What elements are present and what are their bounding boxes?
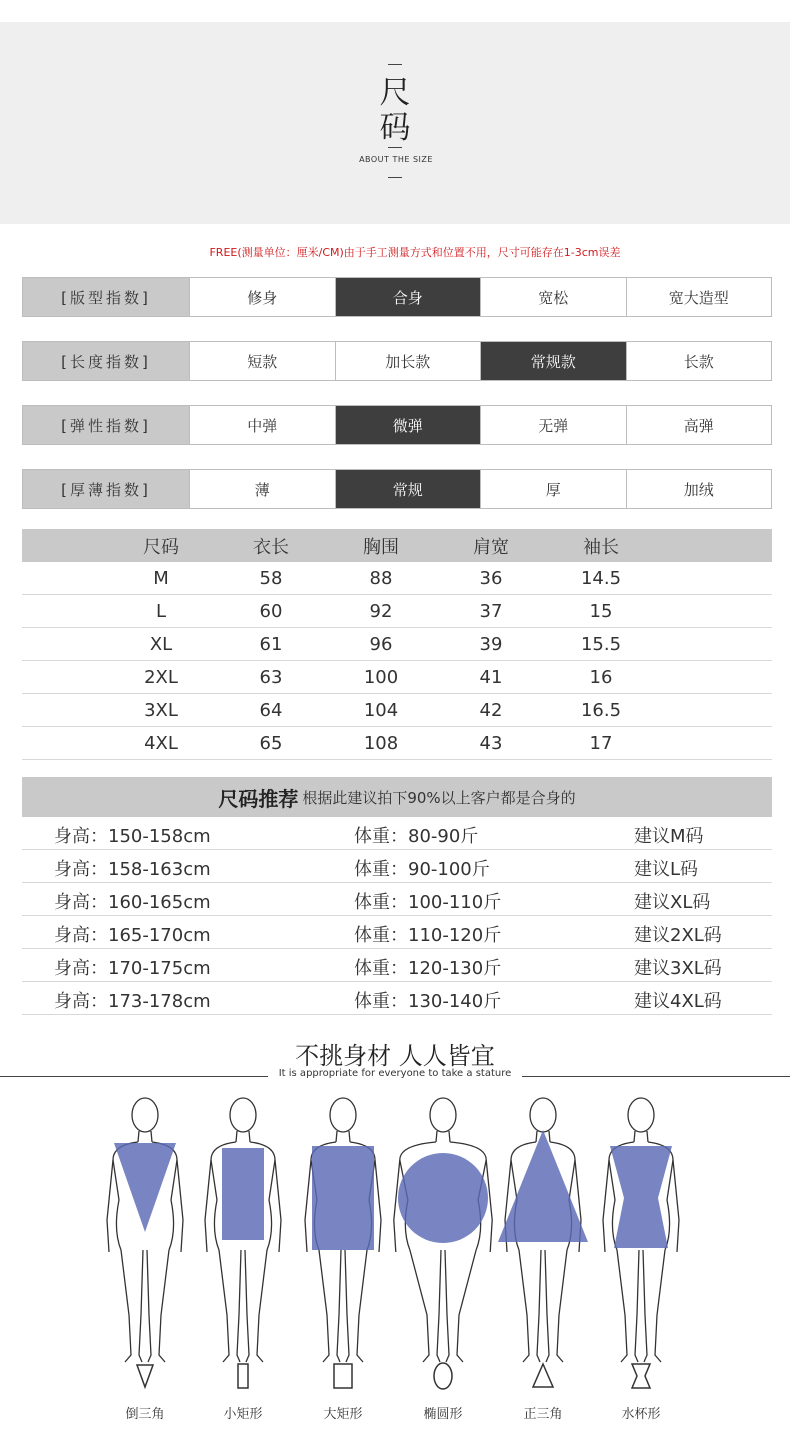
index-row <box>22 277 772 317</box>
table-row <box>22 595 772 628</box>
table-row <box>22 562 772 595</box>
table-header-cell: 尺码 <box>143 536 179 558</box>
table-cell: 15 <box>589 600 613 622</box>
recommend-row <box>22 949 772 982</box>
body-section-title: 不挑身材 人人皆宜 <box>295 1042 495 1070</box>
table-cell: 15.5 <box>580 633 622 655</box>
table-cell: 14.5 <box>580 567 622 589</box>
recommend-header <box>22 777 772 817</box>
height-text: 身高：150-158cm <box>54 826 211 847</box>
body-figure <box>205 1098 281 1388</box>
body-figure <box>305 1098 381 1388</box>
index-option: 微弹 <box>335 406 481 444</box>
table-cell: M <box>153 567 169 589</box>
size-table <box>22 529 772 760</box>
divider <box>388 64 402 65</box>
suggested-size: 建议L码 <box>634 859 699 880</box>
title-char-1: 尺 <box>379 75 411 111</box>
index-option: 厚 <box>480 470 626 508</box>
recommend-row <box>22 916 772 949</box>
table-cell: 3XL <box>144 699 178 721</box>
divider <box>388 177 402 178</box>
index-label: [弹性指数] <box>23 406 189 444</box>
suggested-size: 建议3XL码 <box>634 958 722 979</box>
body-figure <box>603 1098 679 1388</box>
body-figure <box>498 1098 588 1387</box>
table-cell: 88 <box>369 567 393 589</box>
shape-label: 正三角 <box>523 1407 563 1422</box>
large-rectangle-icon <box>334 1364 352 1388</box>
height-text: 身高：165-170cm <box>54 925 211 946</box>
shape-label: 水杯形 <box>621 1407 661 1422</box>
small-rectangle-icon <box>238 1364 248 1388</box>
index-row <box>22 469 772 509</box>
table-cell: 39 <box>479 633 503 655</box>
body-figure <box>107 1098 183 1387</box>
table-cell: 64 <box>259 699 283 721</box>
table-cell: 58 <box>259 567 283 589</box>
index-option: 加长款 <box>335 342 481 380</box>
table-cell: 17 <box>589 732 613 754</box>
table-cell: 16.5 <box>580 699 622 721</box>
table-row <box>22 628 772 661</box>
table-cell: 63 <box>259 666 283 688</box>
shape-label: 椭圆形 <box>423 1407 463 1422</box>
large-rectangle-overlay <box>312 1146 374 1250</box>
table-header-cell: 胸围 <box>363 536 399 558</box>
suggested-size: 建议4XL码 <box>634 991 722 1012</box>
weight-text: 体重：100-110斤 <box>354 892 502 913</box>
table-header-cell: 肩宽 <box>473 536 509 558</box>
divider <box>388 147 402 148</box>
height-text: 身高：170-175cm <box>54 958 211 979</box>
table-cell: 2XL <box>144 666 178 688</box>
recommend-title: 尺码推荐 <box>218 786 299 811</box>
index-option: 加绒 <box>626 470 772 508</box>
table-cell: 4XL <box>144 732 178 754</box>
height-text: 身高：173-178cm <box>54 991 211 1012</box>
table-cell: 65 <box>259 732 283 754</box>
height-text: 身高：160-165cm <box>54 892 211 913</box>
table-cell: L <box>155 600 167 622</box>
suggested-size: 建议XL码 <box>634 892 711 913</box>
table-cell: 42 <box>479 699 503 721</box>
index-row <box>22 405 772 445</box>
table-cell: 108 <box>363 732 399 754</box>
index-label: [版型指数] <box>23 278 189 316</box>
hourglass-icon <box>632 1364 650 1388</box>
index-option: 常规 <box>335 470 481 508</box>
inverted-triangle-icon <box>137 1365 153 1387</box>
index-option: 修身 <box>189 278 335 316</box>
recommend-table <box>22 817 772 1015</box>
table-cell: 43 <box>479 732 503 754</box>
table-cell: 60 <box>259 600 283 622</box>
recommend-row <box>22 850 772 883</box>
index-option: 短款 <box>189 342 335 380</box>
small-rectangle-overlay <box>222 1148 264 1240</box>
table-row <box>22 661 772 694</box>
weight-text: 体重：90-100斤 <box>354 859 490 880</box>
shape-label: 小矩形 <box>223 1407 263 1422</box>
weight-text: 体重：130-140斤 <box>354 991 502 1012</box>
ellipse-icon <box>434 1363 452 1389</box>
measurement-note: FREE(测量单位：厘米/CM)由于手工测量方式和位置不用，尺寸可能存在1-3cm误差 <box>209 246 621 259</box>
index-label: [长度指数] <box>23 342 189 380</box>
header-subtitle: ABOUT THE SIZE <box>359 155 433 164</box>
height-text: 身高：158-163cm <box>54 859 211 880</box>
index-option: 无弹 <box>480 406 626 444</box>
table-cell: 100 <box>363 666 399 688</box>
table-cell: XL <box>149 633 173 655</box>
table-header-row <box>22 529 772 562</box>
index-option: 高弹 <box>626 406 772 444</box>
table-header-cell: 衣长 <box>253 536 289 558</box>
shape-label: 倒三角 <box>125 1407 165 1422</box>
index-option: 常规款 <box>480 342 626 380</box>
ellipse-overlay <box>398 1153 488 1243</box>
table-cell: 16 <box>589 666 613 688</box>
index-option: 薄 <box>189 470 335 508</box>
title-char-2: 码 <box>379 110 411 146</box>
table-cell: 92 <box>369 600 393 622</box>
suggested-size: 建议M码 <box>634 826 704 847</box>
recommend-row <box>22 883 772 916</box>
index-option: 宽大造型 <box>626 278 772 316</box>
table-cell: 96 <box>369 633 393 655</box>
triangle-icon <box>533 1364 553 1387</box>
weight-text: 体重：120-130斤 <box>354 958 502 979</box>
index-label: [厚薄指数] <box>23 470 189 508</box>
recommend-subtitle: 根据此建议拍下90%以上客户都是合身的 <box>302 788 576 807</box>
index-option: 合身 <box>335 278 481 316</box>
body-section-subtitle: It is appropriate for everyone to take a stature <box>278 1068 512 1079</box>
table-cell: 61 <box>259 633 283 655</box>
table-row <box>22 694 772 727</box>
triangle-overlay <box>498 1130 588 1242</box>
weight-text: 体重：80-90斤 <box>354 826 479 847</box>
table-cell: 36 <box>479 567 503 589</box>
suggested-size: 建议2XL码 <box>634 925 722 946</box>
inverted-triangle-overlay <box>114 1143 176 1232</box>
index-row <box>22 341 772 381</box>
index-option: 长款 <box>626 342 772 380</box>
table-row <box>22 727 772 760</box>
recommend-row <box>22 817 772 850</box>
index-option: 宽松 <box>480 278 626 316</box>
table-cell: 37 <box>479 600 503 622</box>
recommend-row <box>22 982 772 1015</box>
weight-text: 体重：110-120斤 <box>354 925 502 946</box>
table-header-cell: 袖长 <box>583 536 619 558</box>
table-cell: 104 <box>363 699 399 721</box>
shape-label: 大矩形 <box>323 1407 363 1422</box>
body-figures <box>0 1090 790 1430</box>
hourglass-overlay <box>610 1146 672 1248</box>
body-figure <box>394 1098 492 1389</box>
index-option: 中弹 <box>189 406 335 444</box>
table-cell: 41 <box>479 666 503 688</box>
